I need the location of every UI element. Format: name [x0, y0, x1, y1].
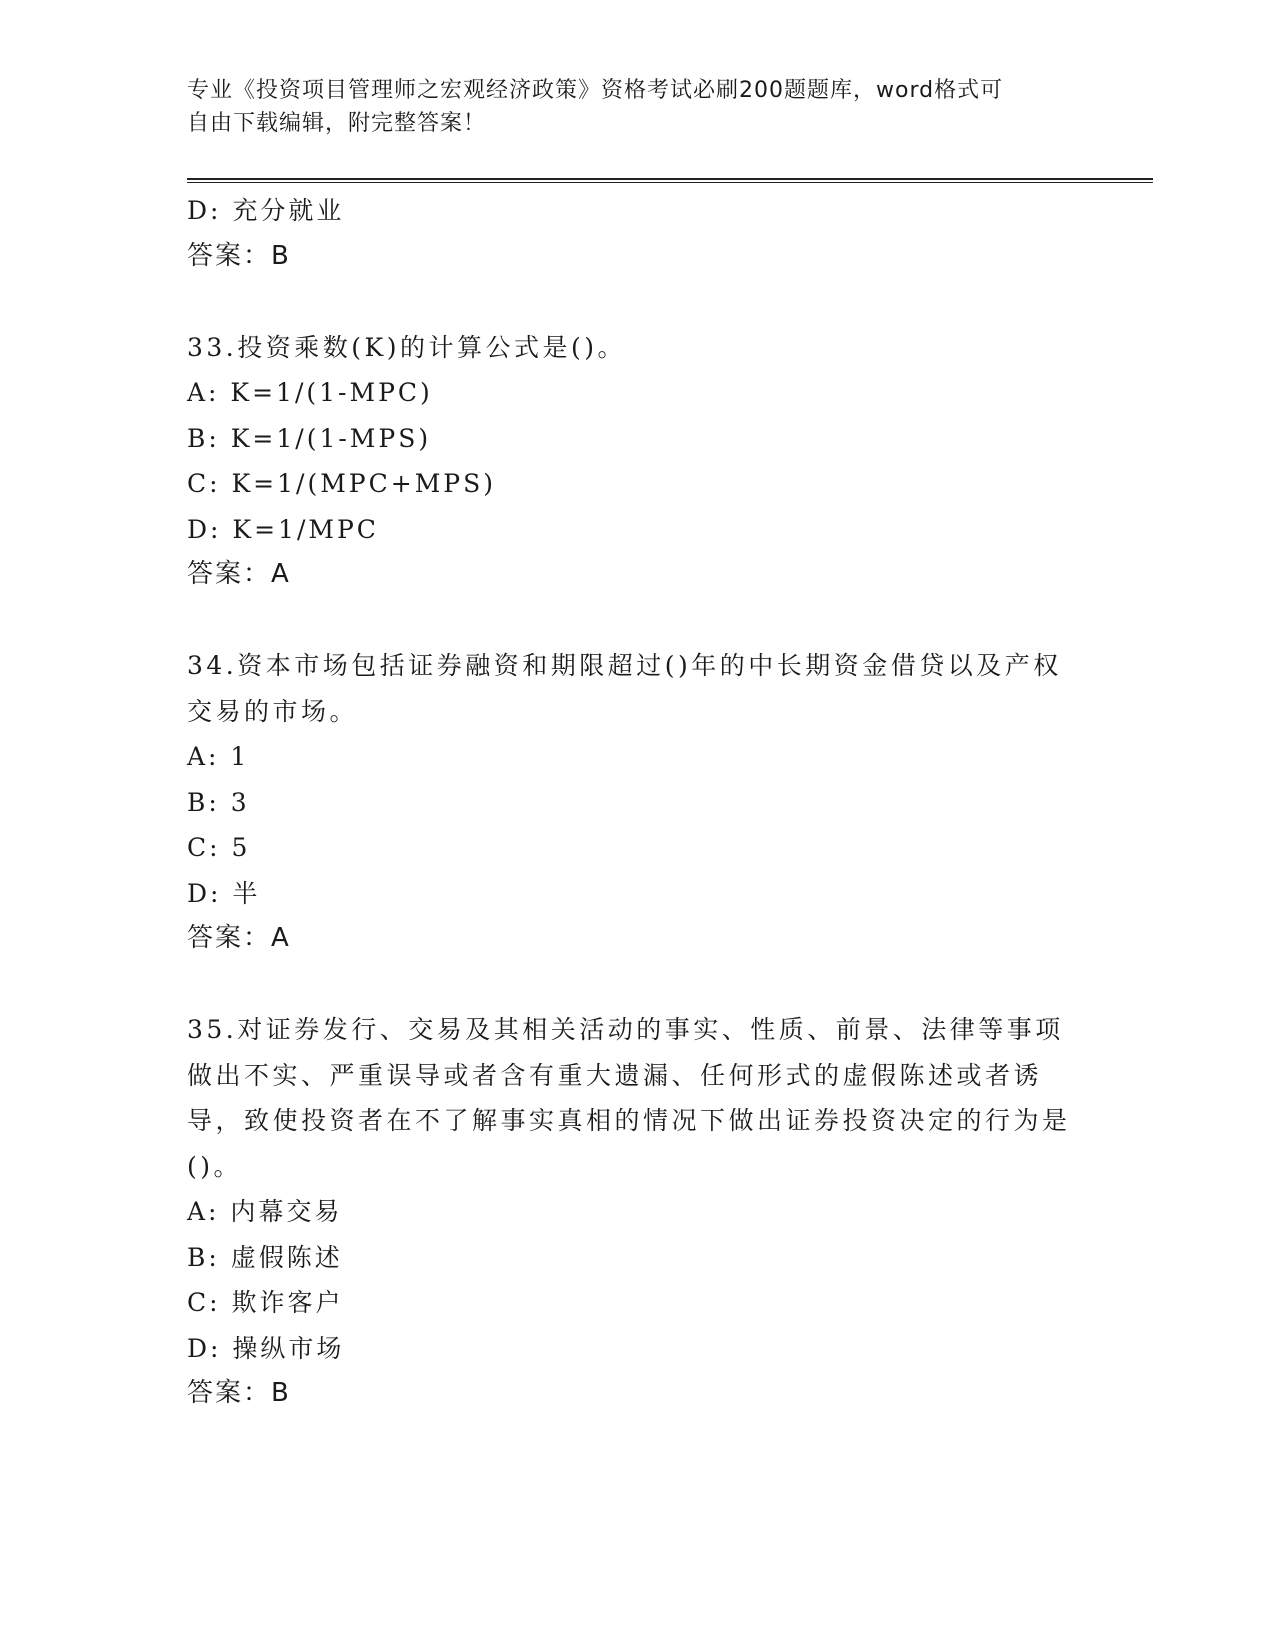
option-c: C: 欺诈客户	[187, 1288, 344, 1317]
prev-answer: 答案：B	[187, 240, 291, 271]
question-34	[187, 643, 1087, 962]
header-rule	[187, 178, 1153, 183]
option-b: B: K=1/(1-MPS)	[187, 423, 432, 453]
question-stem: 33.投资乘数(K)的计算公式是()。	[187, 332, 626, 362]
option-c: C: 5	[187, 833, 251, 862]
page-header	[187, 74, 1087, 140]
header-line-1: 专业《投资项目管理师之宏观经济政策》资格考试必刷200题题库，word格式可	[187, 78, 1004, 103]
option-d: D: 操纵市场	[187, 1333, 345, 1363]
option-a: A: 内幕交易	[187, 1197, 343, 1226]
answer: 答案：B	[187, 1378, 291, 1408]
header-line-2: 自由下载编辑，附完整答案！	[187, 111, 487, 136]
option-b: B: 3	[187, 787, 250, 817]
question-stem: 35.对证券发行、交易及其相关活动的事实、性质、前景、法律等事项做出不实、严重误导或者含有重大遗漏、任何形式的虚假陈述或者诱导，致使投资者在不了解事实真相的情况下做出证券投资决定的行为是()。	[187, 1015, 1071, 1181]
option-a: A: K=1/(1-MPC)	[187, 378, 433, 407]
option-b: B: 虚假陈述	[187, 1242, 343, 1272]
spacer	[187, 598, 1087, 644]
option-d: D: K=1/MPC	[187, 514, 379, 544]
spacer	[187, 962, 1087, 1008]
question-stem: 34.资本市场包括证券融资和期限超过()年的中长期资金借贷以及产权交易的市场。	[187, 651, 1062, 726]
question-35	[187, 1007, 1087, 1417]
option-d: D: 半	[187, 878, 261, 908]
answer: 答案：A	[187, 559, 291, 589]
question-content	[187, 188, 1087, 1417]
option-a: A: 1	[187, 742, 250, 771]
question-33	[187, 325, 1087, 598]
spacer	[187, 279, 1087, 325]
prev-option-d: D: 充分就业	[187, 196, 345, 225]
answer: 答案：A	[187, 923, 291, 953]
option-c: C: K=1/(MPC+MPS)	[187, 469, 496, 498]
